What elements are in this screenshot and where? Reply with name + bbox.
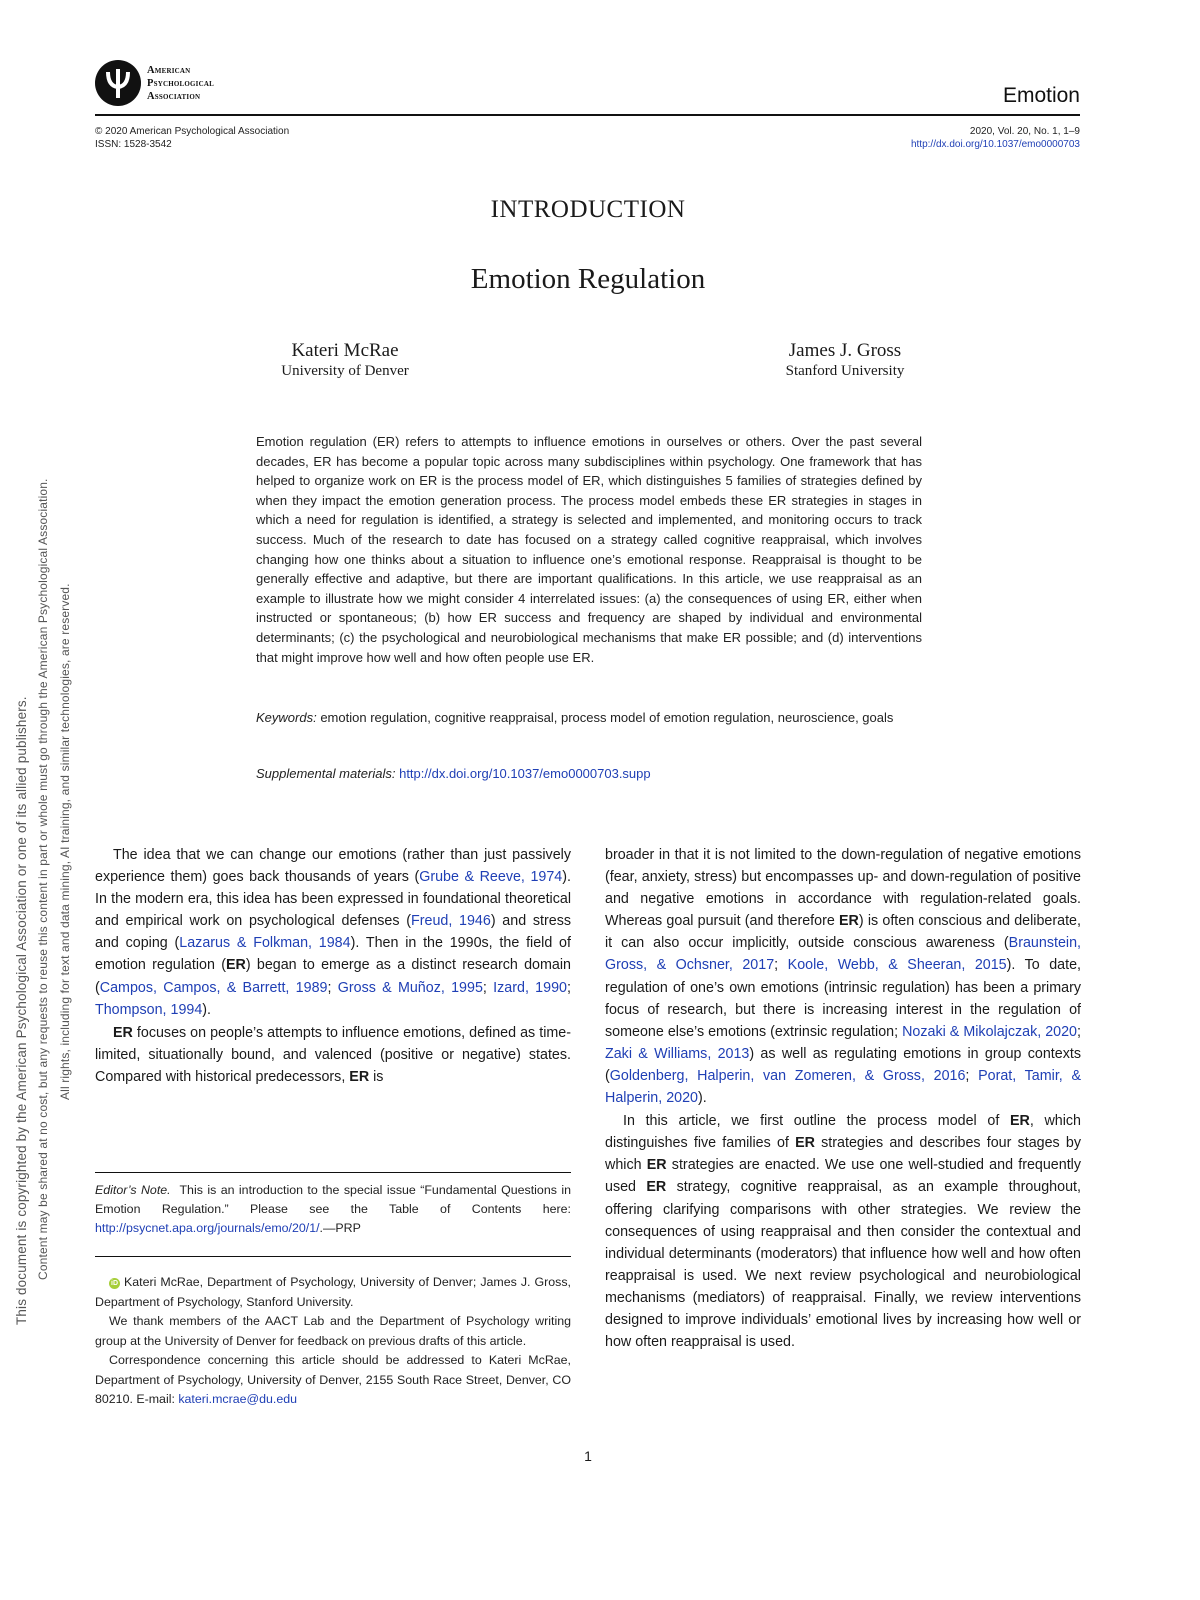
author-notes: [95, 1273, 571, 1410]
acknowledgment-note: We thank members of the AACT Lab and the Department of Psychology writing group at the University of Denver for feedback on previous drafts of this article.: [95, 1314, 571, 1348]
keywords-label: Keywords:: [256, 710, 317, 725]
issn-line: ISSN: 1528-3542: [95, 139, 172, 150]
abstract: Emotion regulation (ER) refers to attempts to influence emotions in ourselves or others. Over the past several decades, ER has become a popular topic across many subdisciplines within psychology. One framework that has helped to organize work on ER is the process model of ER, which distinguishes 5 families of strategies defined by when they impact the emotion generation process. The process model embeds these ER strategies in stages in which a need for regulation is identified, a strategy is selected and implemented, and monitoring occurs to track success. Much of the research to date has focused on a strategy called cognitive reappraisal, which involves changing how one thinks about a situation to influence one’s emotional response. Reappraisal is thought to be generally effective and adaptive, but there are important qualifications. In this article, we use reappraisal as an example to illustrate how we might consider 4 interrelated issues: (a) the consequences of using ER, either when instructed or spontaneous; (b) how ER success and frequency are shaped by individual and environmental determinants; (c) the psychological and neurobiological mechanisms that make ER possible; and (d) interventions that might improve how well and how often people use ER.: [256, 434, 922, 665]
section-label: INTRODUCTION: [490, 196, 686, 223]
side-notice-rights: All rights, including for text and data mining, AI training, and similar technologies, are reserved.: [58, 583, 72, 1100]
supplemental-materials: [256, 764, 922, 784]
citation-link[interactable]: Gross & Muñoz, 1995: [337, 979, 483, 996]
toc-link[interactable]: http://psycnet.apa.org/journals/emo/20/1/: [95, 1221, 320, 1235]
header-divider: [95, 114, 1080, 116]
author-affiliation: University of Denver: [281, 363, 409, 379]
doi-link[interactable]: http://dx.doi.org/10.1037/emo0000703: [910, 139, 1080, 150]
author-block: [730, 340, 960, 380]
footnote-divider: [95, 1172, 571, 1173]
email-link[interactable]: kateri.mcrae@du.edu: [178, 1392, 297, 1406]
supplemental-label: Supplemental materials:: [256, 766, 396, 781]
body-column-right: [605, 844, 1081, 1353]
citation-link[interactable]: Zaki & Williams, 2013: [605, 1045, 750, 1062]
citation-link[interactable]: Izard, 1990: [493, 979, 567, 996]
body-column-left: [95, 844, 571, 1088]
citation-line: 2020, Vol. 20, No. 1, 1–9: [969, 126, 1080, 137]
apa-logo-icon: [95, 60, 141, 106]
author-affiliation: Stanford University: [785, 363, 905, 379]
citation-link[interactable]: Nozaki & Mikolajczak, 2020: [902, 1023, 1077, 1040]
apa-logo-text: American Psychological Association: [147, 65, 214, 102]
page-number: 1: [584, 1448, 592, 1464]
affiliation-note: iD Kateri McRae, Department of Psychology, University of Denver; James J. Gross, Department of Psychology, Stanford University.: [95, 1275, 571, 1309]
paragraph: broader in that it is not limited to the down-regulation of negative emotions (fear, anxiety, stress) but encompasses up- and down-regulation of positive and negative emotions in accordance with regulation-related goals. Whereas goal pursuit (and therefore ER) is often conscious and deliberate, it can also occur implicitly, outside conscious awareness (Braunstein, Gross, & Ochsner, 2017; Koole, Webb, & Sheeran, 2015). To date, regulation of one’s own emotions (intrinsic regulation) has been a primary focus of research, but there is increasing interest in the regulation of someone else’s emotions (extrinsic regulation; Nozaki & Mikolajczak, 2020; Zaki & Williams, 2013) as well as regulating emotions in group contexts (Goldenberg, Halperin, van Zomeren, & Gross, 2016; Porat, Tamir, & Halperin, 2020).: [605, 847, 1081, 1107]
author-name: James J. Gross: [788, 340, 902, 361]
citation-link[interactable]: Goldenberg, Halperin, van Zomeren, & Gross, 2016: [609, 1067, 966, 1084]
supplemental-link[interactable]: http://dx.doi.org/10.1037/emo0000703.supp: [399, 766, 651, 781]
editor-note-label: Editor’s Note.: [95, 1183, 171, 1197]
footnote-divider: [95, 1256, 571, 1257]
apa-logo: [95, 60, 265, 110]
citation-link[interactable]: Koole, Webb, & Sheeran, 2015: [787, 957, 1007, 974]
side-notice-reuse: Content may be shared at no cost, but any requests to reuse this content in part or whole must go through the American Psychological Association.: [36, 478, 50, 1280]
citation-link[interactable]: Freud, 1946: [411, 913, 491, 930]
author-name: Kateri McRae: [291, 340, 399, 361]
citation-link[interactable]: Lazarus & Folkman, 1984: [179, 935, 351, 952]
author-block: [230, 340, 460, 380]
orcid-icon[interactable]: iD: [111, 1280, 118, 1287]
side-notice-copyright: This document is copyrighted by the American Psychological Association or one of its allied publishers.: [14, 696, 29, 1325]
citation-link[interactable]: Grube & Reeve, 1974: [419, 869, 563, 886]
paragraph: In this article, we first outline the process model of ER, which distinguishes five families of ER strategies and describes four stages by which ER strategies are enacted. We use one well-studied and frequently used ER strategy, cognitive reappraisal, as an example throughout, offering clarifying comparisons with other strategies. We review the consequences of using reappraisal and then consider the contextual and individual determinants (moderators) that influence how well and how often reappraisal is used. We next review psychological and neurobiological mechanisms (mediators) of reappraisal. Finally, we review interventions designed to improve individuals’ emotional lives by increasing how well or how often reappraisal is used.: [605, 1113, 1082, 1351]
paragraph: The idea that we can change our emotions (rather than just passively experience them) goes back thousands of years (Grube & Reeve, 1974). In the modern era, this idea has been expressed in foundational theoretical and empirical work on psychological defenses (Freud, 1946) and stress and coping (Lazarus & Folkman, 1984). Then in the 1990s, the field of emotion regulation (ER) began to emerge as a distinct research domain (Campos, Campos, & Barrett, 1989; Gross & Muñoz, 1995; Izard, 1990; Thompson, 1994).: [95, 847, 571, 1018]
journal-name: Emotion: [1002, 84, 1080, 107]
correspondence-note: Correspondence concerning this article should be addressed to Kateri McRae, Department of Psychology, University of Denver, 2155 South Race Street, Denver, CO 80210. E-mail: kateri.mcrae@du.edu: [95, 1353, 571, 1406]
citation-link[interactable]: Braunstein, Gross, & Ochsner, 2017: [605, 935, 1081, 974]
keywords: [256, 708, 922, 728]
citation-link[interactable]: Campos, Campos, & Barrett, 1989: [99, 979, 328, 996]
keywords-list: emotion regulation, cognitive reappraisal, process model of emotion regulation, neuroscience, goals: [320, 710, 894, 725]
citation-link[interactable]: Thompson, 1994: [95, 1001, 203, 1018]
citation-link[interactable]: Porat, Tamir, & Halperin, 2020: [605, 1067, 1081, 1107]
article-title: Emotion Regulation: [470, 263, 706, 295]
paragraph: ER focuses on people’s attempts to influence emotions, defined as time-limited, situationally bound, and valenced (positive or negative) states. Compared with historical predecessors, ER is: [95, 1024, 571, 1085]
publication-meta: [95, 125, 289, 151]
editor-note: Editor’s Note. This is an introduction to the special issue “Fundamental Questions in Emotion Regulation.” Please see the Table of Contents here: http://psycnet.apa.org/journals/emo/20/1/.—PRP: [95, 1183, 571, 1235]
copyright-line: © 2020 American Psychological Association: [95, 126, 290, 137]
citation-meta: [911, 125, 1080, 151]
